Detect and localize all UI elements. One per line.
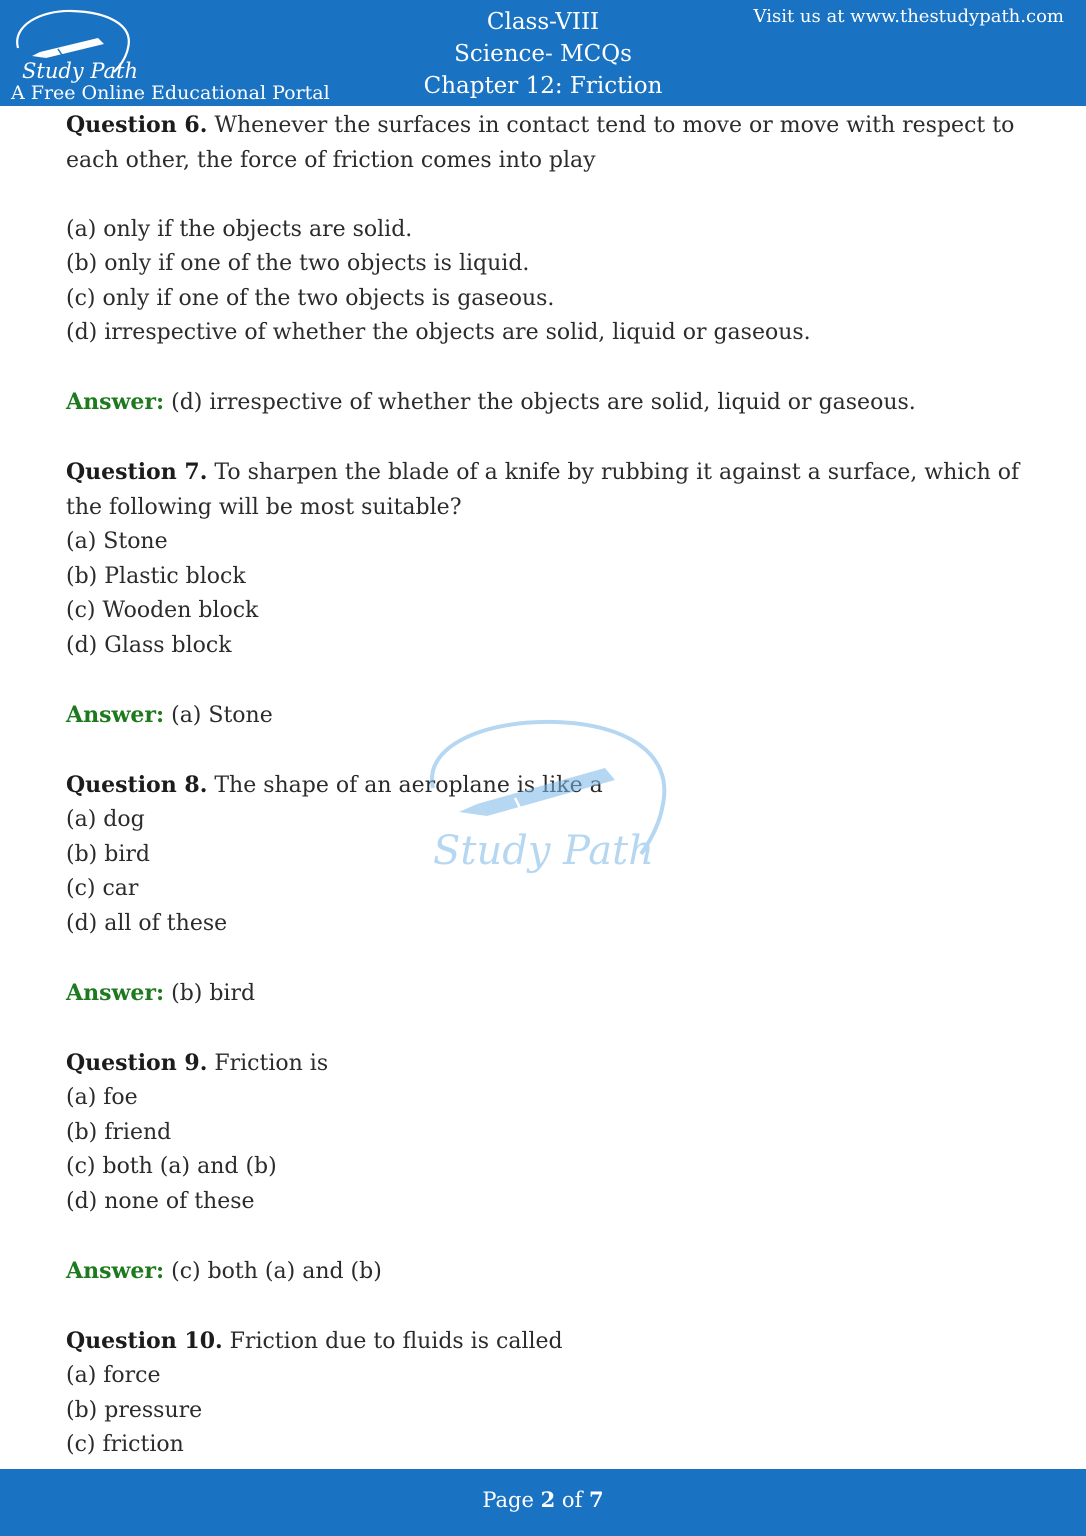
option-item: (d) irrespective of whether the objects are solid, liquid or gaseous. [66,320,811,345]
page-current: 2 [540,1487,556,1512]
option-item: (c) only if one of the two objects is gaseous. [66,285,555,311]
chapter-title: Chapter 12: Friction [423,73,663,99]
question-block [66,108,1026,455]
question-text [66,1046,1026,1082]
portal-tagline: A Free Online Educational Portal [11,82,330,104]
of-word: of [561,1488,583,1512]
logo-text: Study Path [22,59,139,83]
question-text [66,455,1026,525]
question-label: Question 8. [66,771,208,798]
answer-text: (a) Stone [171,702,273,728]
website-link[interactable]: Visit us at www.thestudypath.com [753,6,1064,27]
page-word: Page [482,1488,534,1512]
option-item: (d) none of these [66,1188,255,1214]
question-block [66,1324,1026,1463]
question-label: Question 9. [66,1049,208,1076]
option-item: (a) dog [66,807,145,832]
option-item: (b) only if one of the two objects is liquid. [66,251,530,276]
answer-text: (c) both (a) and (b) [171,1258,382,1284]
option-item: (c) friction [66,1432,184,1457]
class-title: Class-VIII [486,9,600,35]
answer-label: Answer: [66,1257,165,1284]
page-footer [0,1469,1086,1536]
question-text [66,1324,1026,1360]
question-body: Friction is [214,1050,329,1076]
answer-label: Answer: [66,701,165,728]
option-item: (d) all of these [66,910,228,936]
option-item: (b) pressure [66,1397,203,1423]
option-item: (a) foe [66,1085,138,1110]
page-total: 7 [589,1487,604,1512]
option-item: (a) only if the objects are solid. [66,216,413,242]
question-label: Question 10. [66,1327,223,1354]
question-block [66,1046,1026,1324]
answer-line [66,385,1026,421]
question-body: To sharpen the blade of a knife by rubbing it against a surface, which of the following will be most suitable? [66,460,1020,520]
answer-label: Answer: [66,389,165,415]
question-label: Question 6. [66,112,208,138]
option-item: (b) friend [66,1119,172,1145]
answer-text: (b) bird [171,980,256,1006]
option-item: (c) car [66,876,139,901]
question-label: Question 7. [66,459,208,485]
question-body: Whenever the surfaces in contact tend to move or move with respect to each other, the force of friction comes into play [66,113,1015,173]
option-item: (d) Glass block [66,632,232,658]
question-body: Friction due to fluids is called [229,1328,563,1354]
option-item: (a) Stone [66,529,168,554]
answer-line [66,976,1026,1012]
answer-line [66,1254,1026,1290]
option-item: (a) force [66,1363,161,1388]
study-path-logo[interactable] [10,8,140,84]
study-path-watermark [415,718,675,883]
answer-label: Answer: [66,979,165,1006]
question-body: The shape of an aeroplane is like a [214,772,603,798]
document-heading [340,6,746,102]
option-item: (c) both (a) and (b) [66,1154,277,1179]
answer-text: (d) irrespective of whether the objects are solid, liquid or gaseous. [171,390,916,415]
option-item: (c) Wooden block [66,598,259,623]
watermark-text: Study Path [433,828,654,874]
option-item: (b) Plastic block [66,563,246,589]
subject-title: Science- MCQs [454,41,632,67]
pen-logo-icon [10,8,140,84]
question-text [66,108,1026,178]
page-header [0,0,1086,106]
watermark-logo-icon [415,718,675,883]
option-item: (b) bird [66,841,150,867]
